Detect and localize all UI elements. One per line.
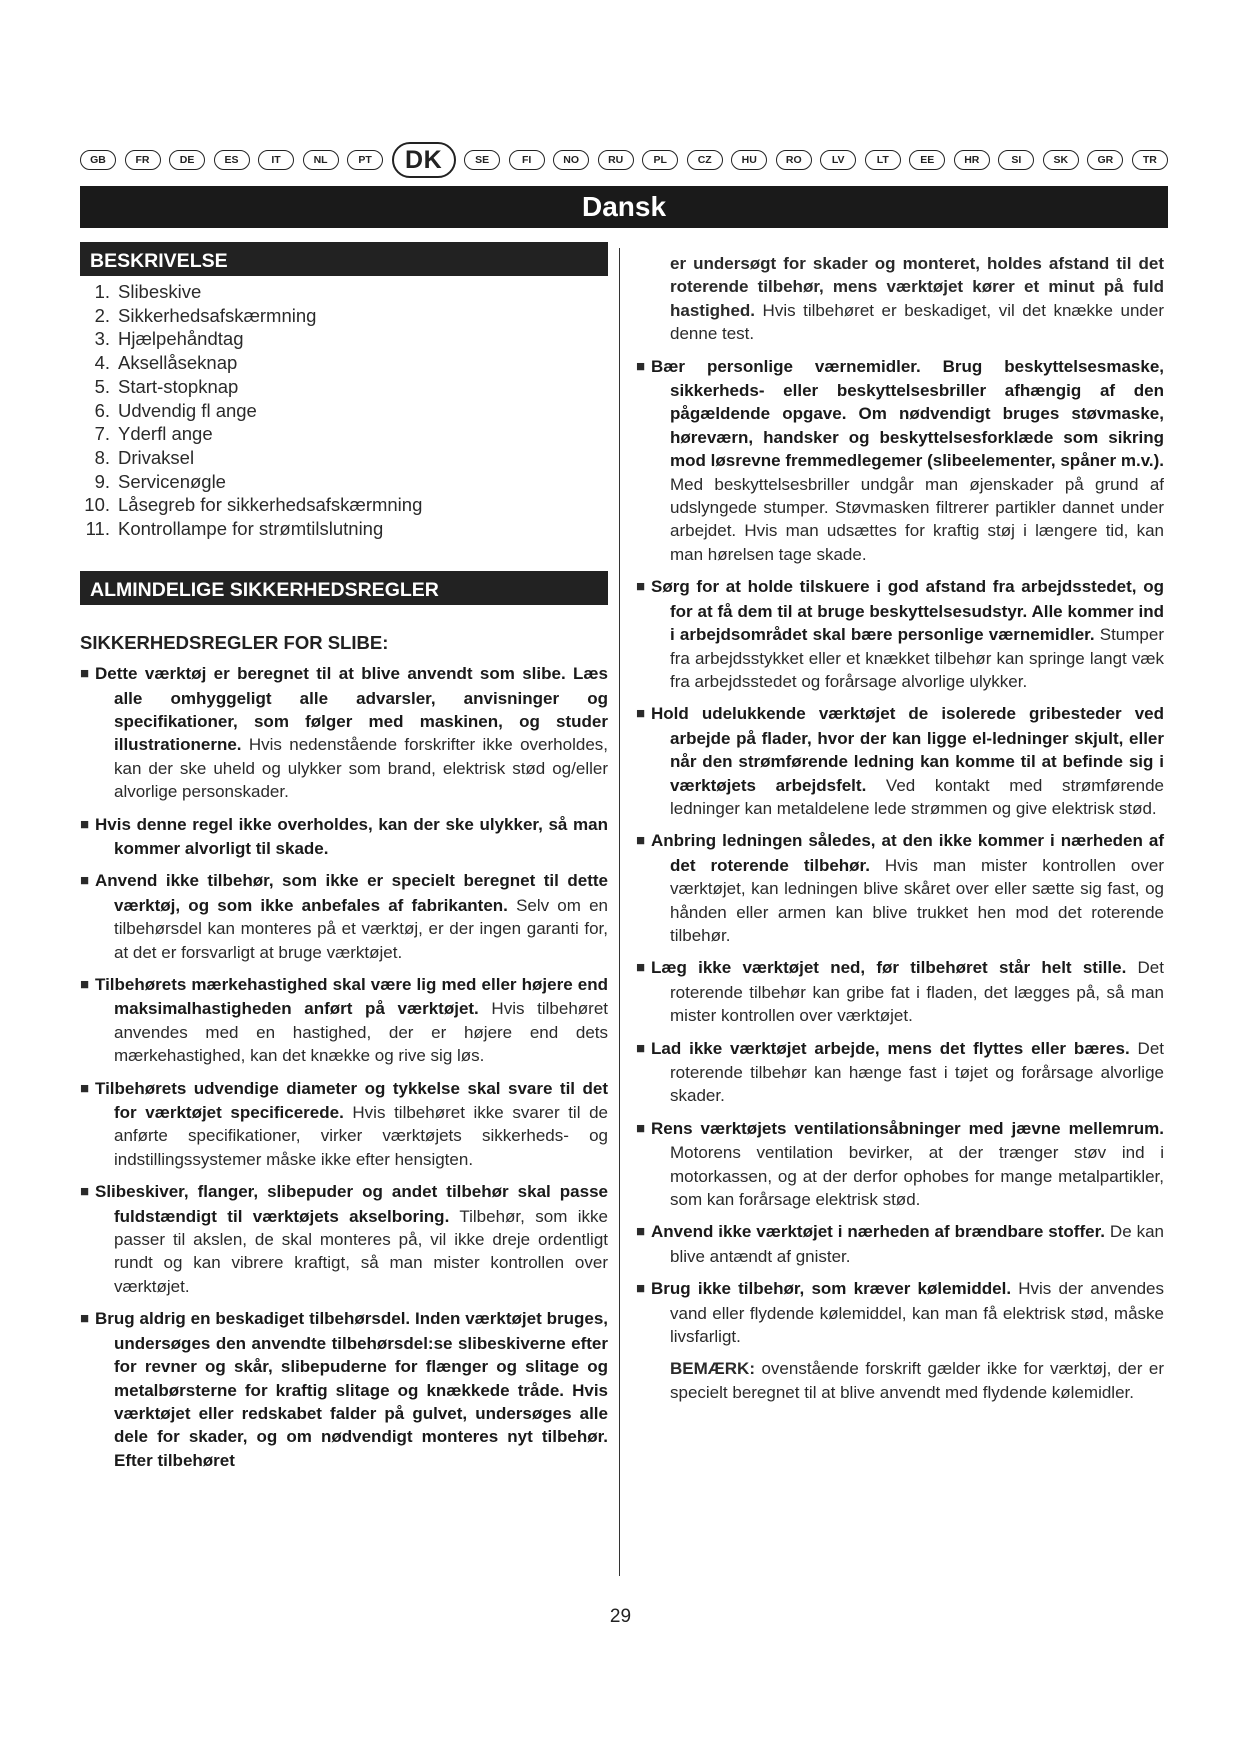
parts-list-text: Aksellåseknap	[118, 352, 238, 374]
parts-list-item	[80, 399, 608, 423]
language-banner	[80, 186, 1168, 228]
parts-list	[80, 280, 608, 541]
safety-rule-text: Det roterende tilbehør kan hænge fast i tøjet og forårsage alvorlige skader.	[670, 1038, 1164, 1106]
safety-rule	[636, 575, 1164, 693]
banner-title: Dansk	[581, 191, 667, 222]
rule-continuation-bold: er undersøgt for skader og monteret, holdes afstand til det roterende tilbehør, mens værktøjet kører et minut på fuld hastighed.	[670, 254, 1164, 320]
safety-rule-bold: Tilbehørets udvendige diameter og tykkelse skal svare til det for værktøjet specificerede.	[95, 1078, 608, 1123]
parts-list-text: Låsegreb for sikkerhedsafskærmning	[118, 494, 423, 516]
language-code-gb: GB	[80, 150, 116, 170]
language-selector	[80, 142, 1168, 178]
parts-list-item	[80, 351, 608, 375]
square-bullet-icon: ■	[636, 1280, 646, 1298]
safety-subheading: SIKKERHEDSREGLER FOR SLIBE:	[80, 631, 389, 653]
safety-rule	[80, 973, 608, 1068]
language-code-fi: FI	[509, 150, 545, 170]
safety-rule	[636, 355, 1164, 567]
safety-rule-text: Tilbehør, som ikke passer til akslen, de skal monteres på, vil ikke dreje ordentligt rundt og kan vibrere kraftigt, så man mister kontrollen over værktøjet.	[114, 1206, 608, 1296]
safety-rule-bold: Hold udelukkende værktøjet de isolerede gribesteder ved arbejde på flader, hvor der kan ligge el-ledninger skjult, eller når den strømførende ledning kan komme til at befinde sig i værktøjets arbejdsfelt.	[651, 704, 1164, 795]
safety-rule	[636, 1117, 1164, 1212]
square-bullet-icon: ■	[636, 1223, 646, 1241]
safety-rule-bold: Rens værktøjets ventilationsåbninger med jævne mellemrum.	[651, 1118, 1164, 1138]
parts-list-text: Drivaksel	[118, 446, 195, 468]
safety-rule-text: Hvis tilbehøret ikke svarer til de anførte specifikationer, virker værktøjets sikkerheds- og indstillingssystemer måske ikke efter hensigten.	[114, 1103, 608, 1169]
note-text: ovenstående forskrift gælder ikke for værktøj, der er specielt beregnet til at blive anvendt med flydende kølemidler.	[670, 1359, 1164, 1402]
square-bullet-icon: ■	[636, 959, 646, 977]
safety-rule-bold: Slibeskiver, flanger, slibepuder og andet tilbehør skal passe fuldstændigt til værktøjets akselboring.	[95, 1182, 608, 1226]
square-bullet-icon: ■	[80, 872, 90, 890]
safety-rule-text: Hvis nedenstående forskrifter ikke overholdes, kan der ske uheld og ulykker som brand, elektrisk stød og/eller alvorlige personskader.	[114, 735, 608, 802]
square-bullet-icon: ■	[636, 578, 646, 596]
square-bullet-icon: ■	[80, 1183, 90, 1201]
safety-rule-text: Ved kontakt med strømførende ledninger kan metaldelene lede strømmen og give elektrisk stød.	[670, 775, 1164, 818]
language-code-de: DE	[169, 150, 205, 170]
language-code-pt: PT	[347, 150, 383, 170]
safety-rule-bold: Bær personlige værnemidler. Brug beskyttelsesmaske, sikkerheds- eller beskyttelsesbriller afhængig af den pågældende opgave. Om nødvendigt bruges støvmaske, høreværn, handsker og beskyttelsesforklæde som sikring mod løsrevne fremmedlegemer (slibeelementer, spåner m.v.).	[651, 356, 1164, 471]
safety-rule-bold: Anvend ikke værktøjet i nærheden af brændbare stoffer.	[651, 1222, 1105, 1242]
parts-list-number: 3.	[94, 328, 110, 350]
language-code-se: SE	[464, 150, 500, 170]
section-heading-description: BESKRIVELSE	[80, 242, 608, 276]
safety-rule	[636, 702, 1164, 820]
safety-rule-bold: Læg ikke værktøjet ned, før tilbehøret står helt stille.	[651, 958, 1127, 978]
parts-list-item	[80, 280, 608, 304]
safety-rule	[80, 1307, 608, 1472]
safety-rule	[80, 813, 608, 861]
safety-rule	[636, 1277, 1164, 1348]
language-code-es: ES	[214, 150, 250, 170]
parts-list-number: 7.	[94, 423, 110, 445]
parts-list-item	[80, 493, 608, 517]
parts-list-number: 8.	[94, 446, 110, 468]
language-code-tr: TR	[1132, 150, 1168, 170]
note-label: BEMÆRK:	[670, 1359, 755, 1379]
safety-rule-bold: Anvend ikke tilbehør, som ikke er specielt beregnet til dette værktøj, og som ikke anbefales af fabrikanten.	[95, 871, 608, 915]
parts-list-item	[80, 517, 608, 541]
page-number: 29	[609, 1606, 632, 1627]
safety-rule-bold: Lad ikke værktøjet arbejde, mens det flyttes eller bæres.	[651, 1038, 1130, 1058]
column-divider	[619, 248, 620, 1576]
parts-list-number: 1.	[94, 281, 110, 302]
language-code-ru: RU	[598, 150, 634, 170]
safety-rule-text: Stumper fra arbejdsstykket eller et knækket tilbehør kan springe langt væk fra arbejdsstedet og forårsage alvorlige ulykker.	[670, 625, 1164, 691]
language-code-lt: LT	[865, 150, 901, 170]
parts-list-item	[80, 446, 608, 470]
safety-rule-bold: Tilbehørets mærkehastighed skal være lig med eller højere end maksimalhastigheden anført på værktøjet.	[95, 975, 608, 1019]
right-column	[636, 252, 1164, 1404]
safety-rule-bold: Brug ikke tilbehør, som kræver kølemiddel.	[651, 1279, 1012, 1299]
parts-list-text: Sikkerhedsafskærmning	[118, 304, 317, 326]
safety-rule-text: Hvis der anvendes vand eller flydende kølemiddel, kan man få elektrisk stød, måske livsfarligt.	[670, 1279, 1164, 1347]
rule-continuation-text: Hvis tilbehøret er beskadiget, vil det knække under denne test.	[670, 300, 1164, 344]
safety-rule-bold: Brug aldrig en beskadiget tilbehørsdel. Inden værktøjet bruges, undersøges den anvendte tilbehørsdel:se slibeskiverne efter for revner og skår, slibepuderne for flænger og slitage og metalbørsterne for kraftig slitage og knækkede tråde. Hvis værktøjet eller redskabet falder på gulvet, undersøges alle dele for skader, og om nødvendigt monteres nyt tilbehør. Efter tilbehøret	[95, 1309, 608, 1470]
square-bullet-icon: ■	[636, 1119, 646, 1137]
parts-list-item	[80, 304, 608, 328]
parts-list-number: 2.	[94, 304, 110, 326]
safety-rule	[636, 1220, 1164, 1268]
parts-list-number: 10.	[84, 494, 110, 516]
left-column	[80, 242, 608, 1481]
square-bullet-icon: ■	[636, 357, 646, 375]
square-bullet-icon: ■	[80, 1310, 90, 1328]
safety-rule-text: Med beskyttelsesbriller undgår man øjenskader på grund af udslyngede stumper. Støvmasken filtrerer partikler dannet under arbejdet. Hvis man udsættes for kraftig støj i længere tid, kan man hørelsen tage skade.	[670, 474, 1164, 564]
safety-rule	[636, 1037, 1164, 1108]
language-code-it: IT	[258, 150, 294, 170]
safety-rule	[80, 1077, 608, 1172]
rules-list-right	[636, 355, 1164, 1349]
language-code-hu: HU	[731, 150, 767, 170]
language-code-hr: HR	[954, 150, 990, 170]
parts-list-number: 5.	[94, 375, 110, 397]
section-heading-safety: ALMINDELIGE SIKKERHEDSREGLER	[80, 571, 608, 605]
safety-rule-text: De kan blive antændt af gnister.	[670, 1222, 1164, 1266]
parts-list-text: Slibeskive	[118, 281, 202, 302]
safety-rule	[80, 662, 608, 803]
square-bullet-icon: ■	[636, 832, 646, 850]
parts-list-number: 4.	[94, 352, 110, 374]
rules-list-left	[80, 662, 608, 1472]
parts-list-text: Servicenøgle	[118, 470, 226, 492]
parts-list-number: 9.	[94, 470, 110, 492]
language-code-nl: NL	[303, 150, 339, 170]
safety-rule-bold: Hvis denne regel ikke overholdes, kan der ske ulykker, så man kommer alvorligt til skade.	[95, 814, 608, 858]
safety-rule-text: Hvis man mister kontrollen over værktøjet, kan ledningen blive skåret over eller sætte sig fast, og hånden eller armen kan blive trukket hen mod det roterende tilbehør.	[670, 855, 1164, 945]
safety-rule-text: Motorens ventilation bevirker, at der trænger støv ind i motorkassen, og at der derfor ophobes for mange metalpartikler, som kan forårsage elektrisk stød.	[670, 1143, 1164, 1210]
safety-rule-bold: Anbring ledningen således, at den ikke kommer i nærheden af det roterende tilbehør.	[651, 831, 1164, 875]
note-paragraph	[670, 1357, 1164, 1404]
safety-rule-text: Hvis tilbehøret anvendes med en hastighed, der er højere end dets mærkehastighed, kan det knække og rive sig løs.	[114, 999, 608, 1066]
square-bullet-icon: ■	[80, 976, 90, 994]
safety-rule-bold: Sørg for at holde tilskuere i god afstand fra arbejdsstedet, og for at få dem til at bruge beskyttelsesudstyr. Alle kommer ind i arbejdsområdet skal bære personlige værnemidler.	[651, 577, 1164, 645]
parts-list-text: Yderfl ange	[118, 423, 213, 445]
safety-rule	[636, 956, 1164, 1027]
language-code-dk: DK	[392, 142, 456, 178]
language-code-no: NO	[553, 150, 589, 170]
parts-list-number: 6.	[94, 399, 110, 421]
language-code-fr: FR	[125, 150, 161, 170]
parts-list-item	[80, 375, 608, 399]
safety-rule	[636, 829, 1164, 947]
safety-rule-text: Det roterende tilbehør kan gribe fat i fladen, det lægges på, så man mister kontrollen over værktøjet.	[670, 958, 1164, 1026]
safety-rule	[80, 869, 608, 964]
parts-list-text: Start-stopknap	[118, 375, 239, 397]
square-bullet-icon: ■	[636, 705, 646, 723]
language-code-cz: CZ	[687, 150, 723, 170]
parts-list-text: Kontrollampe for strømtilslutning	[118, 518, 384, 540]
parts-list-item	[80, 470, 608, 494]
parts-list-text: Udvendig fl ange	[118, 399, 257, 421]
safety-rule	[80, 1180, 608, 1298]
rule-continuation	[670, 252, 1164, 346]
parts-list-number: 11.	[85, 518, 110, 540]
parts-list-text: Hjælpehåndtag	[118, 328, 244, 350]
language-code-pl: PL	[642, 150, 678, 170]
language-code-si: SI	[998, 150, 1034, 170]
safety-rule-bold: Dette værktøj er beregnet til at blive anvendt som slibe. Læs alle omhyggeligt alle advarsler, anvisninger og specifikationer, som følger med maskinen, og studer illustrationerne.	[95, 664, 608, 755]
square-bullet-icon: ■	[80, 665, 90, 683]
language-code-gr: GR	[1087, 150, 1123, 170]
language-code-sk: SK	[1043, 150, 1079, 170]
square-bullet-icon: ■	[80, 815, 90, 833]
square-bullet-icon: ■	[636, 1039, 646, 1057]
language-code-ro: RO	[776, 150, 812, 170]
safety-rule-text: Selv om en tilbehørsdel kan monteres på et værktøj, er der ingen garanti for, at det er forsvarligt at bruge værktøjet.	[114, 895, 609, 962]
parts-list-item	[80, 327, 608, 351]
language-code-ee: EE	[909, 150, 945, 170]
parts-list-item	[80, 422, 608, 446]
language-code-lv: LV	[820, 150, 856, 170]
square-bullet-icon: ■	[80, 1079, 90, 1097]
